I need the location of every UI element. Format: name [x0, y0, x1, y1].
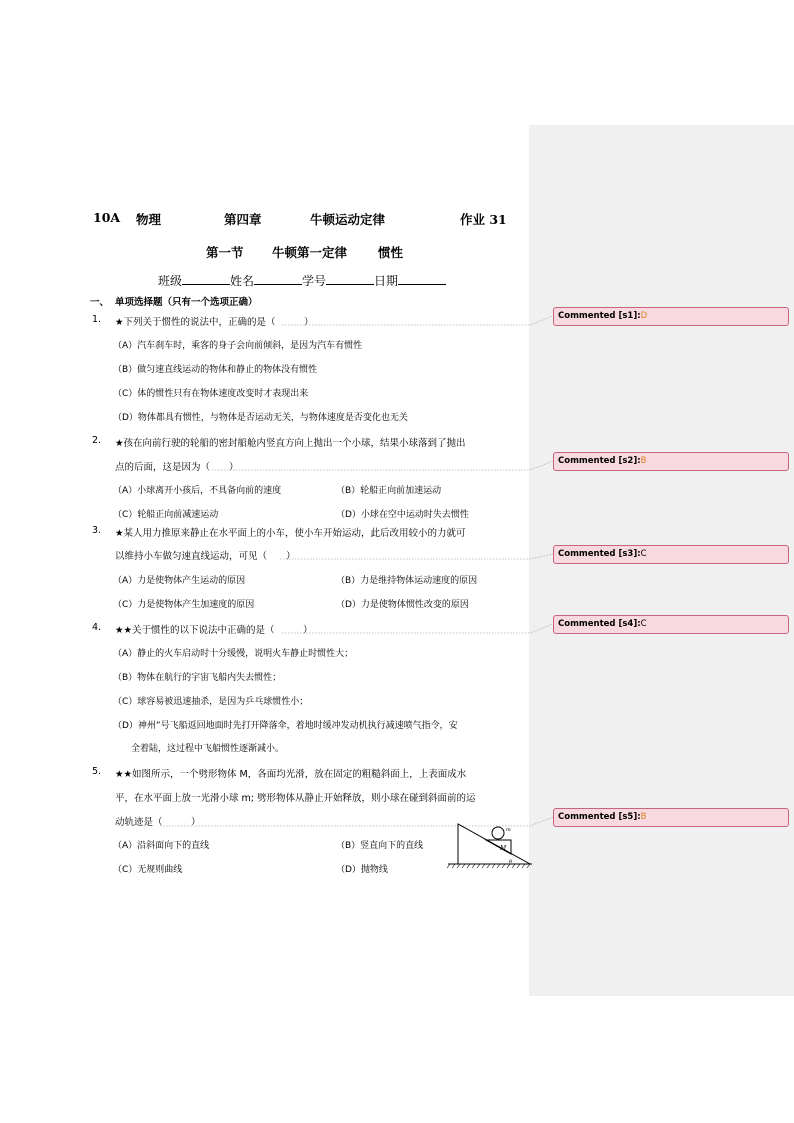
chapter-label: 第四章	[224, 212, 262, 227]
question-number: 3.	[92, 525, 102, 536]
option-a[interactable]: （A）力是使物体产生运动的原因	[113, 576, 246, 586]
option-b[interactable]: （B）竖直向下的直线	[336, 841, 424, 851]
assignment-label: 作业 31	[460, 212, 507, 227]
question-text: ★★关于惯性的以下说法中正确的是（ ）	[115, 625, 313, 636]
comment-label: Commented [s4]:	[558, 619, 641, 629]
option-d[interactable]: （D）小球在空中运动时失去惯性	[336, 510, 469, 520]
incline-figure	[446, 820, 536, 870]
option-c[interactable]: （C）力是使物体产生加速度的原因	[113, 600, 255, 610]
question-text-line-1: ★孩在向前行驶的轮船的密封船舱内竖直方向上抛出一个小球，结果小球落到了抛出	[115, 438, 466, 449]
comment-label: Commented [s2]:	[558, 456, 641, 466]
question-number: 5.	[92, 766, 102, 777]
date-field-label: 日期	[374, 274, 399, 288]
date-blank[interactable]	[398, 272, 446, 285]
option-a[interactable]: （A）小球离开小孩后，不具备向前的速度	[113, 486, 282, 496]
comment-value: C	[640, 619, 647, 629]
option-d[interactable]: （D）神州”号飞船返回地面时先打开降落伞，着地时缓冲发动机执行减速喷气指令，安	[113, 721, 458, 731]
question-text-line-1: ★某人用力推原来静止在水平面上的小车，使小车开始运动，此后改用较小的力就可	[115, 528, 466, 539]
question-text-line-2: 点的后面，这是因为（ ）	[115, 462, 239, 473]
question-text-line-1: ★★如图所示，一个劈形物体 M，各面均光滑，放在固定的粗糙斜面上，上表面成水	[115, 769, 467, 780]
option-a[interactable]: （A）沿斜面向下的直线	[113, 841, 210, 851]
option-b[interactable]: （B）做匀速直线运动的物体和静止的物体没有惯性	[113, 365, 318, 375]
section-one-title: 单项选择题（只有一个选项正确）	[115, 297, 258, 308]
comment-balloon-2[interactable]	[553, 452, 789, 471]
subject-label: 物理	[136, 212, 162, 227]
option-c[interactable]: （C）体的惯性只有在物体速度改变时才表现出来	[113, 389, 309, 399]
section-one-number: 一、	[90, 297, 110, 308]
option-c[interactable]: （C）球容易被迅速抽杀，是因为乒乓球惯性小；	[113, 697, 309, 707]
student-info-line	[158, 272, 446, 289]
comment-balloon-4[interactable]	[553, 615, 789, 634]
option-d[interactable]: （D）物体都具有惯性，与物体是否运动无关，与物体速度是否变化也无关	[113, 413, 408, 423]
name-field-label: 姓名	[230, 274, 255, 288]
option-b[interactable]: （B）力是维持物体运动速度的原因	[336, 576, 478, 586]
chapter-title: 牛顿运动定律	[310, 212, 386, 227]
id-blank[interactable]	[326, 272, 374, 285]
option-a[interactable]: （A）静止的火车启动时十分缓慢，说明火车静止时惯性大；	[113, 649, 354, 659]
question-number: 4.	[92, 622, 102, 633]
comment-value: D	[640, 311, 648, 321]
question-text-line-2: 以维持小车做匀速直线运动，可见（ ）	[115, 551, 296, 562]
class-blank[interactable]	[182, 272, 230, 285]
option-d[interactable]: （D）力是使物体惯性改变的原因	[336, 600, 469, 610]
option-d[interactable]: （D）抛物线	[336, 865, 388, 875]
option-b[interactable]: （B）物体在航行的宇宙飞船内失去惯性；	[113, 673, 282, 683]
ball-label: m	[506, 827, 511, 833]
comment-value: C	[640, 549, 647, 559]
section-title: 牛顿第一定律	[272, 245, 348, 260]
section-topic: 惯性	[378, 245, 404, 260]
comment-label: Commented [s1]:	[558, 311, 641, 321]
comment-value: B	[640, 812, 647, 822]
question-number: 2.	[92, 435, 102, 446]
option-b[interactable]: （B）轮船正向前加速运动	[336, 486, 442, 496]
question-number: 1.	[92, 314, 102, 325]
question-text: ★下列关于惯性的说法中，正确的是（ ）	[115, 317, 314, 328]
comment-label: Commented [s3]:	[558, 549, 641, 559]
id-field-label: 学号	[302, 274, 327, 288]
wedge-label: M	[500, 845, 507, 852]
name-blank[interactable]	[254, 272, 302, 285]
option-d-continued: 全着陆，这过程中飞船惯性逐渐减小。	[131, 744, 285, 754]
option-c[interactable]: （C）无规则曲线	[113, 865, 183, 875]
option-a[interactable]: （A）汽车刹车时，乘客的身子会向前倾斜，是因为汽车有惯性	[113, 341, 363, 351]
class-label: 10A	[93, 210, 121, 225]
comment-balloon-3[interactable]	[553, 545, 789, 564]
question-text-line-3: 动轨迹是（ ）	[115, 817, 201, 828]
option-c[interactable]: （C）轮船正向前减速运动	[113, 510, 219, 520]
comment-balloon-5[interactable]	[553, 808, 789, 827]
class-field-label: 班级	[158, 274, 183, 288]
section-number: 第一节	[206, 245, 244, 260]
angle-label: θ	[509, 859, 513, 865]
comment-value: B	[640, 456, 647, 466]
comment-balloon-1[interactable]	[553, 307, 789, 326]
question-text-line-2: 平，在水平面上放一光滑小球 m; 劈形物体从静止开始释放，则小球在碰到斜面前的运	[115, 793, 476, 804]
comment-label: Commented [s5]:	[558, 812, 641, 822]
